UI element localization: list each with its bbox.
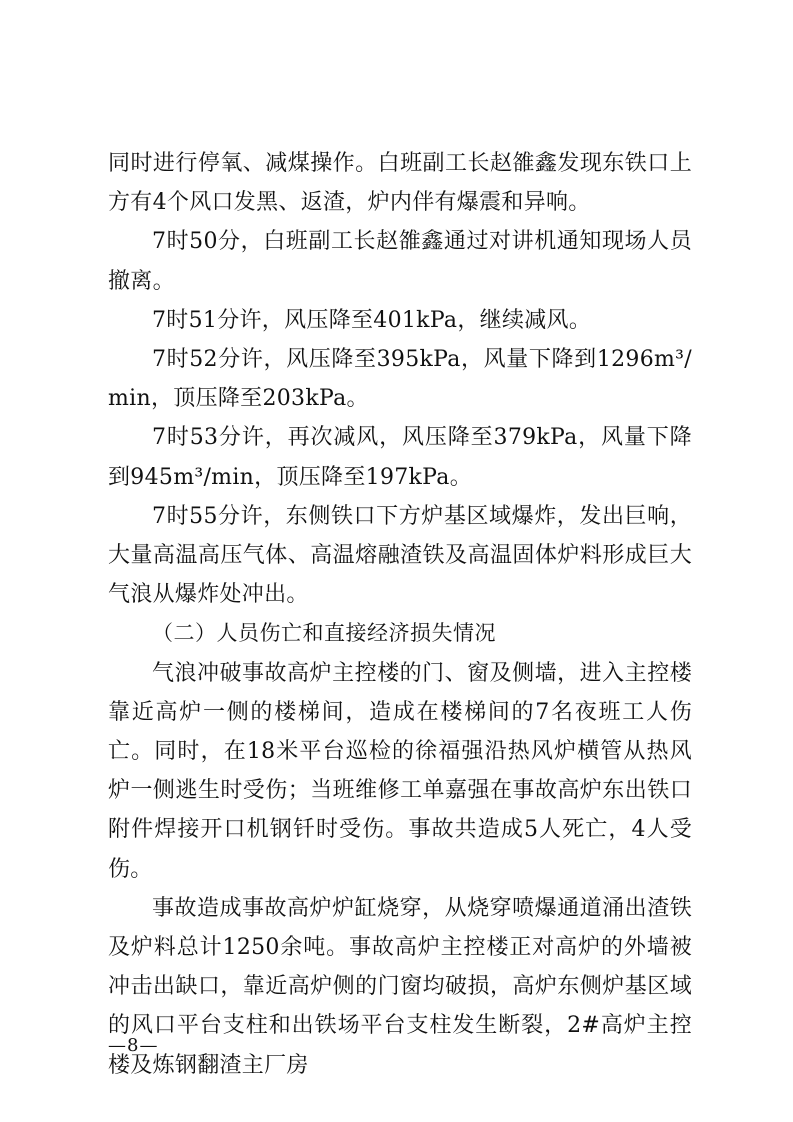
section-heading: （二）人员伤亡和直接经济损失情况 bbox=[152, 621, 496, 646]
body-text bbox=[108, 144, 692, 1085]
paragraph: 7时52分许，风压降至395kPa，风量下降到1296m³/min，顶压降至203kPa。 bbox=[108, 347, 692, 412]
page-number: —8— bbox=[108, 1035, 159, 1056]
paragraph: 7时55分许，东侧铁口下方炉基区域爆炸，发出巨响，大量高温高压气体、高温熔融渣铁及高温固体炉料形成巨大气浪从爆炸处冲出。 bbox=[108, 503, 692, 608]
paragraph: 7时53分许，再次减风，风压降至379kPa，风量下降到945m³/min，顶压降至197kPa。 bbox=[108, 425, 692, 490]
paragraph: 气浪冲破事故高炉主控楼的门、窗及侧墙，进入主控楼靠近高炉一侧的楼梯间，造成在楼梯间的7名夜班工人伤亡。同时，在18米平台巡检的徐福强沿热风炉横管从热风炉一侧逃生时受伤；当班维修工单嘉强在事故高炉东出铁口附件焊接开口机钢钎时受伤。事故共造成5人死亡，4人受伤。 bbox=[108, 660, 692, 882]
paragraph: 7时50分，白班副工长赵雒鑫通过对讲机通知现场人员撤离。 bbox=[108, 229, 692, 294]
paragraph: 7时51分许，风压降至401kPa，继续减风。 bbox=[152, 307, 592, 333]
paragraph: 同时进行停氧、减煤操作。白班副工长赵雒鑫发现东铁口上方有4个风口发黑、返渣，炉内伴有爆震和异响。 bbox=[108, 151, 692, 216]
paragraph: 事故造成事故高炉炉缸烧穿，从烧穿喷爆通道涌出渣铁及炉料总计1250余吨。事故高炉主控楼正对高炉的外墙被冲击出缺口，靠近高炉侧的门窗均破损，高炉东侧炉基区域的风口平台支柱和出铁场平台支柱发生断裂，2#高炉主控楼及炼钢翻渣主厂房 bbox=[108, 895, 692, 1078]
